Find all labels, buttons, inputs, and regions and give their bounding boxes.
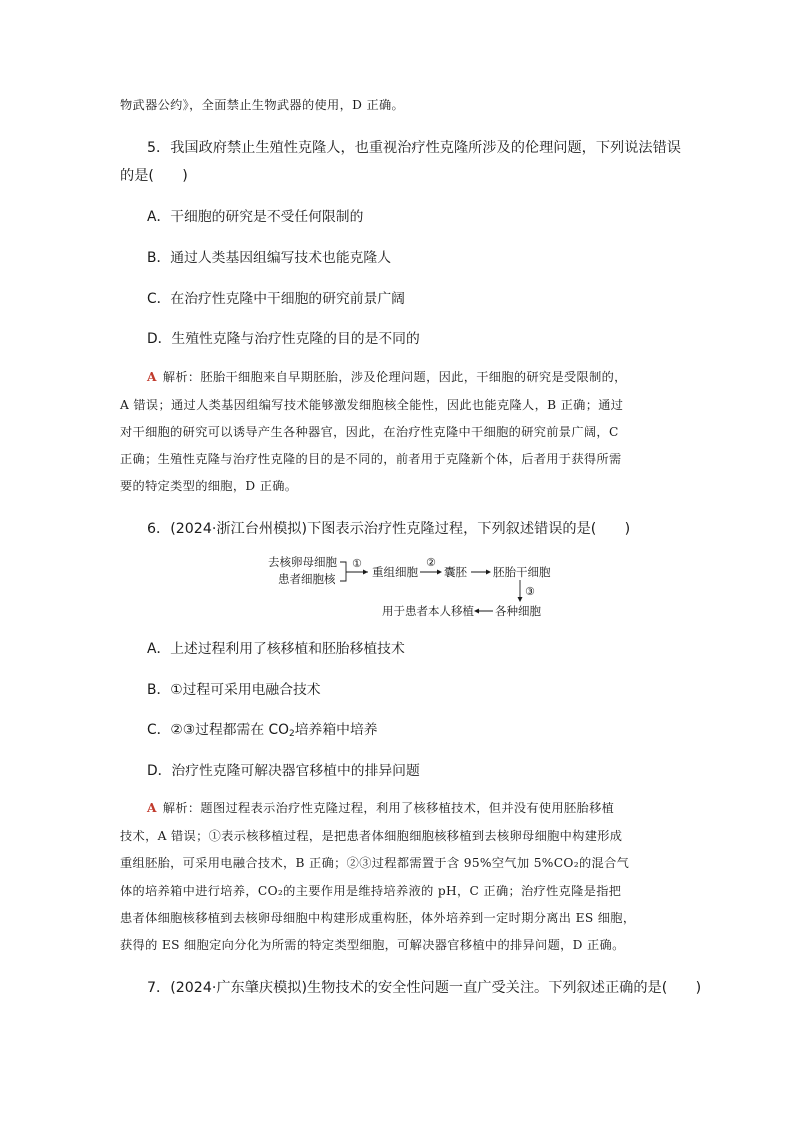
- q6-stem: 6．(2024·浙江台州模拟)下图表示治疗性克隆过程，下列叙述错误的是( ): [147, 521, 631, 537]
- q6-option-a: A．上述过程利用了核移植和胚胎移植技术: [147, 641, 405, 657]
- q6-explanation-line1: [147, 799, 614, 816]
- diagram-step-3: ③: [525, 585, 535, 598]
- q6-option-d: D．治疗性克隆可解决器官移植中的排异问题: [147, 763, 420, 779]
- q5-explanation-text1: 解析：胚胎干细胞来自早期胚胎，涉及伦理问题，因此，干细胞的研究是受限制的，: [162, 370, 627, 384]
- q5-option-d: D．生殖性克隆与治疗性克隆的目的是不同的: [147, 331, 420, 347]
- diagram-arrow-5: [474, 609, 479, 614]
- q5-answer: A: [147, 370, 157, 384]
- cloning-process-diagram: [268, 553, 558, 621]
- q6-option-c-tail: 培养箱中培养: [294, 722, 378, 738]
- q6-explanation-line2: 技术，A 错误；①表示核移植过程，是把患者体细胞细胞核移植到去核卵母细胞中构建形成: [120, 829, 623, 843]
- q6-explanation-line4: 体的培养箱中进行培养，CO₂的主要作用是维持培养液的 pH，C 正确；治疗性克隆是指把: [120, 884, 622, 898]
- q5-option-a: A．干细胞的研究是不受任何限制的: [147, 209, 364, 225]
- diagram-step-1: ①: [352, 557, 362, 570]
- q5-explanation-line3: 对干细胞的研究可以诱导产生各种器官，因此，在治疗性克隆中干细胞的研究前景广阔，C: [120, 425, 619, 439]
- q5-explanation-line5: 要的特定类型的细胞，D 正确。: [120, 479, 298, 493]
- q5-stem-line1: 5．我国政府禁止生殖性克隆人，也重视治疗性克隆所涉及的伦理问题，下列说法错误: [147, 140, 681, 156]
- diagram-recombined-cell: 重组细胞: [372, 565, 418, 579]
- q5-explanation-line2: A 错误；通过人类基因组编写技术能够激发细胞核全能性，因此也能克隆人，B 正确；通过: [120, 398, 624, 412]
- q5-option-b: B．通过人类基因组编写技术也能克隆人: [147, 250, 392, 266]
- q6-option-c: [147, 718, 378, 739]
- q6-explanation-line6: 获得的 ES 细胞定向分化为所需的特定类型细胞，可解决器官移植中的排异问题，D 正确。: [120, 938, 625, 952]
- q6-explanation-line3: 重组胚胎，可采用电融合技术，B 正确；②③过程都需置于含 95%空气加 5%CO₂的混合气: [120, 856, 630, 870]
- diagram-es-cell: 胚胎干细胞: [493, 565, 551, 579]
- diagram-transplant: 用于患者本人移植: [382, 604, 474, 618]
- q5-option-c: C．在治疗性克隆中干细胞的研究前景广阔: [147, 291, 405, 307]
- diagram-arrow-2: [437, 570, 442, 575]
- q6-explanation-line5: 患者体细胞核移植到去核卵母细胞中构建形成重构胚，体外培养到一定时期分离出 ES 细胞，: [120, 911, 636, 925]
- previous-answer-tail: 物武器公约》，全面禁止生物武器的使用，D 正确。: [120, 98, 405, 112]
- diagram-patient-nucleus: 患者细胞核: [278, 572, 336, 586]
- diagram-various-cells: 各种细胞: [495, 604, 541, 618]
- q6-option-c-text: C．②③过程都需在 CO: [147, 722, 290, 738]
- q5-stem-line2: 的是( ): [120, 168, 188, 184]
- q6-option-b: B．①过程可采用电融合技术: [147, 682, 321, 698]
- q7-stem: 7．(2024·广东肇庆模拟)生物技术的安全性问题一直广受关注。下列叙述正确的是( ): [147, 980, 702, 996]
- diagram-step-2: ②: [426, 556, 436, 569]
- q6-explanation-text1: 解析：题图过程表示治疗性克隆过程，利用了核移植技术，但并没有使用胚胎移植: [162, 801, 615, 815]
- diagram-arrow-4: [518, 597, 523, 602]
- diagram-blastocyst: 囊胚: [444, 565, 467, 579]
- q5-explanation-line1: [147, 368, 627, 385]
- q5-explanation-line4: 正确；生殖性克隆与治疗性克隆的目的是不同的，前者用于克隆新个体，后者用于获得所需: [120, 452, 622, 466]
- q6-answer: A: [147, 801, 157, 815]
- diagram-enucleated-oocyte: 去核卵母细胞: [268, 555, 337, 569]
- diagram-arrow-1: [363, 570, 368, 575]
- diagram-arrow-3: [486, 570, 491, 575]
- q6-option-c-subscript: 2: [289, 729, 295, 739]
